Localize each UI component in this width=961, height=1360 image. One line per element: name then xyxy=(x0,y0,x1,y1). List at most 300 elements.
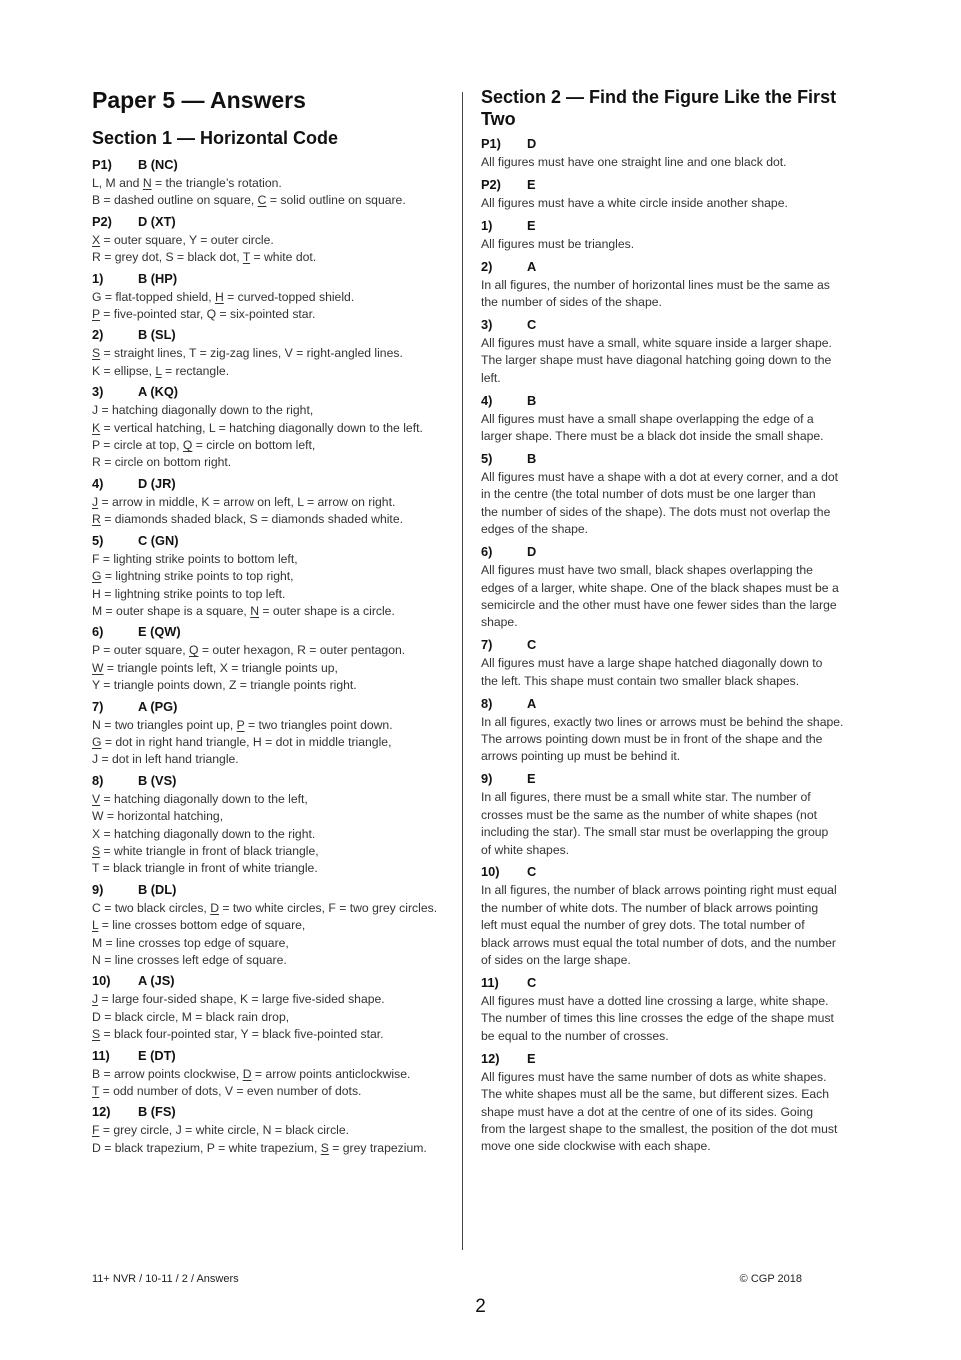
answer-item xyxy=(481,257,861,312)
explanation-text: L, M and xyxy=(92,176,143,190)
footer-code: 11+ NVR / 10-11 / 2 / Answers xyxy=(92,1273,239,1285)
explanation-line xyxy=(92,860,454,877)
explanation-text: crosses must be the same as the number of white shapes (not xyxy=(481,807,818,822)
explanation-text: P = outer square, xyxy=(92,643,189,658)
answer-item xyxy=(92,696,454,769)
answer-header xyxy=(92,473,454,494)
explanation-line xyxy=(92,192,454,209)
answer-item xyxy=(92,879,454,970)
question-number: 5) xyxy=(481,451,493,467)
explanation-line xyxy=(481,882,861,899)
explanation-text: All figures must have two small, black shapes overlapping the xyxy=(481,563,813,578)
underlined-code-letter: D xyxy=(242,1066,252,1081)
answer-letter: C xyxy=(527,317,537,333)
underlined-code-letter: X xyxy=(92,232,101,247)
explanation-text: = circle on bottom left, xyxy=(192,438,316,453)
answer-header xyxy=(481,694,861,714)
explanation-text: left must equal the number of grey dots. The total number of xyxy=(481,918,805,933)
underlined-code-letter: S xyxy=(92,843,101,858)
explanation-text: shape. xyxy=(481,615,518,630)
question-number: 7) xyxy=(92,698,104,714)
explanation-text: P = circle at top, xyxy=(92,438,183,453)
underlined-code-letter: S xyxy=(320,1140,329,1155)
answer-letter: B xyxy=(527,392,537,408)
answer-header xyxy=(481,449,861,469)
underlined-code-letter: S xyxy=(92,346,101,361)
answer-item xyxy=(481,449,861,539)
answer-item xyxy=(92,211,454,267)
answer-item xyxy=(481,694,861,766)
explanation-line xyxy=(481,195,861,212)
underlined-code-letter: K xyxy=(92,420,101,435)
explanation-line xyxy=(481,411,861,428)
explanation-line xyxy=(92,494,454,511)
underlined-code-letter: W xyxy=(92,660,104,675)
question-number: 1) xyxy=(92,270,104,286)
explanation-text: D = black circle, M = black rain drop, xyxy=(92,1009,290,1024)
explanation-line xyxy=(92,734,454,751)
explanation-line xyxy=(92,402,454,419)
explanation-text: K = ellipse, xyxy=(92,363,156,378)
answer-letter: B (NC) xyxy=(138,157,178,172)
underlined-code-letter: S xyxy=(92,1027,101,1042)
explanation-line xyxy=(481,952,861,969)
section-2-answers xyxy=(481,134,861,1156)
explanation-line xyxy=(481,917,861,934)
answer-header xyxy=(92,970,454,991)
explanation-text: All figures must be triangles. xyxy=(481,236,635,251)
explanation-text: B = arrow points clockwise, xyxy=(92,1066,243,1081)
explanation-line xyxy=(481,486,861,503)
explanation-text: B = dashed outline on square, xyxy=(92,193,258,208)
explanation-line xyxy=(92,826,454,843)
explanation-text: M = line crosses top edge of square, xyxy=(92,935,289,950)
explanation-text: = straight lines, T = zig-zag lines, V = right-angled lines. xyxy=(100,346,403,361)
explanation-line xyxy=(481,352,861,369)
answer-header xyxy=(92,211,454,232)
explanation-text: F = lighting strike points to bottom left, xyxy=(92,551,298,566)
underlined-code-letter: R xyxy=(92,512,101,527)
answer-header xyxy=(92,621,454,642)
answer-header xyxy=(92,324,454,345)
underlined-code-letter: T xyxy=(242,250,251,265)
explanation-line xyxy=(92,1026,454,1043)
explanation-text: All figures must have a small, white square inside a larger shape. xyxy=(481,336,832,351)
underlined-code-letter: J xyxy=(92,494,99,509)
explanation-line xyxy=(481,714,861,731)
explanation-line xyxy=(92,175,454,192)
explanation-text: be equal to the number of crosses. xyxy=(481,1028,669,1043)
explanation-text: edges of the shape. xyxy=(481,522,589,537)
answer-letter: A (JS) xyxy=(138,973,175,989)
underlined-code-letter: T xyxy=(92,1084,100,1099)
explanation-line xyxy=(92,454,454,471)
underlined-code-letter: J xyxy=(92,992,99,1007)
question-number: 3) xyxy=(92,384,104,400)
explanation-line xyxy=(92,808,454,825)
answer-letter: B (VS) xyxy=(138,772,177,788)
explanation-line xyxy=(481,580,861,597)
explanation-text: = line crosses bottom edge of square, xyxy=(98,918,306,933)
explanation-line xyxy=(92,551,454,568)
explanation-text: = five-pointed star, Q = six-pointed star. xyxy=(99,307,316,322)
explanation-text: M = outer shape is a square, xyxy=(92,603,251,618)
explanation-text: in the centre (the total number of dots must be one larger than xyxy=(481,487,816,502)
explanation-line xyxy=(481,597,861,614)
answer-letter: B xyxy=(527,451,537,467)
question-number: 2) xyxy=(92,327,104,343)
answer-item xyxy=(92,324,454,380)
footer-copyright: © CGP 2018 xyxy=(739,1273,802,1285)
explanation-text: N = line crosses left edge of square. xyxy=(92,953,287,967)
question-number: 6) xyxy=(92,624,104,640)
explanation-line xyxy=(481,1028,861,1045)
answer-header xyxy=(481,391,861,411)
explanation-text: All figures must have a white circle inside another shape. xyxy=(481,195,788,210)
explanation-text: of sides on the large shape. xyxy=(481,953,631,968)
underlined-code-letter: V xyxy=(92,791,101,806)
explanation-text: = curved-topped shield. xyxy=(223,289,355,304)
question-number: 4) xyxy=(481,392,493,408)
answer-letter: E (QW) xyxy=(138,624,181,640)
question-number: 7) xyxy=(481,637,493,653)
underlined-code-letter: Q xyxy=(189,643,199,658)
underlined-code-letter: H xyxy=(214,289,224,304)
explanation-text: = two white circles, F = two grey circles. xyxy=(219,900,438,915)
explanation-text: the number of sides of the shape). The dots must not overlap the xyxy=(481,504,831,519)
explanation-line xyxy=(481,1086,861,1103)
explanation-line xyxy=(481,789,861,806)
question-number: 2) xyxy=(481,258,493,274)
explanation-text: R = circle on bottom right. xyxy=(92,455,232,470)
explanation-line xyxy=(92,751,454,768)
section-1-heading: Section 1 — Horizontal Code xyxy=(92,128,339,148)
answer-letter: E (DT) xyxy=(138,1047,176,1063)
explanation-text: = black four-pointed star, Y = black five-pointed star. xyxy=(100,1027,384,1042)
explanation-text: = lightning strike points to top right, xyxy=(101,569,294,584)
explanation-line xyxy=(481,1121,861,1138)
question-number: 3) xyxy=(481,317,493,333)
answer-header xyxy=(481,973,861,993)
explanation-text: All figures must have one straight line and one black dot. xyxy=(481,155,787,169)
question-number: P2) xyxy=(481,176,501,192)
explanation-text: N = two triangles point up, xyxy=(92,717,237,732)
explanation-text: = vertical hatching, L = hatching diagonally down to the left. xyxy=(100,420,423,435)
explanation-text: = two triangles point down. xyxy=(244,717,393,732)
explanation-line xyxy=(92,660,454,677)
explanation-line xyxy=(92,345,454,362)
explanation-text: C = two black circles, xyxy=(92,900,211,915)
question-number: 6) xyxy=(481,544,493,560)
explanation-line xyxy=(92,232,454,249)
answer-item xyxy=(92,770,454,878)
explanation-line xyxy=(92,1009,454,1026)
explanation-line xyxy=(481,277,861,294)
explanation-line xyxy=(481,236,861,253)
explanation-text: Y = triangle points down, Z = triangle points right. xyxy=(92,678,357,693)
explanation-line xyxy=(481,655,861,672)
explanation-line xyxy=(92,642,454,659)
explanation-line xyxy=(92,935,454,952)
question-number: 8) xyxy=(92,772,104,788)
explanation-line xyxy=(92,568,454,585)
explanation-text: = dot in right hand triangle, H = dot in middle triangle, xyxy=(101,734,392,749)
explanation-text: the number of sides of the shape. xyxy=(481,295,662,310)
answer-letter: B (FS) xyxy=(138,1104,176,1120)
question-number: 1) xyxy=(481,217,493,233)
explanation-text: = outer hexagon, R = outer pentagon. xyxy=(198,643,406,658)
explanation-line xyxy=(481,562,861,579)
section-2-heading xyxy=(481,86,861,130)
answer-letter: C (GN) xyxy=(138,532,179,548)
answer-header xyxy=(92,879,454,900)
answer-item xyxy=(481,862,861,969)
explanation-line xyxy=(92,1066,454,1083)
page-title: Paper 5 — Answers xyxy=(92,87,306,113)
answer-header xyxy=(481,769,861,789)
explanation-text: H = lightning strike points to top left. xyxy=(92,586,286,601)
explanation-line xyxy=(481,1138,861,1155)
explanation-line xyxy=(92,289,454,306)
explanation-text: left. xyxy=(481,370,501,385)
question-number: 12) xyxy=(92,1104,111,1120)
answer-item xyxy=(92,530,454,621)
explanation-line xyxy=(92,900,454,917)
explanation-text: = grey circle, J = white circle, N = black circle. xyxy=(99,1123,350,1138)
column-divider xyxy=(462,92,463,1250)
explanation-line xyxy=(481,335,861,352)
explanation-text: arrows pointing up must be behind it. xyxy=(481,749,681,764)
question-number: 9) xyxy=(481,771,493,787)
answer-header xyxy=(481,315,861,335)
explanation-line xyxy=(92,511,454,528)
explanation-text: = rectangle. xyxy=(161,363,230,378)
answer-item xyxy=(92,381,454,472)
left-column xyxy=(92,86,454,1158)
underlined-code-letter: F xyxy=(92,1123,100,1138)
explanation-line xyxy=(481,748,861,765)
explanation-line xyxy=(481,935,861,952)
explanation-text: The white shapes must all be the same, but different sizes. Each xyxy=(481,1087,829,1102)
explanation-line xyxy=(481,1069,861,1086)
answer-item xyxy=(481,973,861,1045)
answer-header xyxy=(92,1101,454,1122)
explanation-text: In all figures, the number of black arrows pointing right must equal xyxy=(481,883,837,898)
answer-item xyxy=(92,1101,454,1157)
explanation-line xyxy=(92,363,454,380)
explanation-text: of white shapes. xyxy=(481,842,570,857)
explanation-line xyxy=(481,807,861,824)
answer-letter: D xyxy=(527,136,537,151)
underlined-code-letter: P xyxy=(236,717,245,732)
answer-letter: A (PG) xyxy=(138,698,178,714)
underlined-code-letter: P xyxy=(92,307,100,322)
explanation-text: edges of a larger, white shape. One of the black shapes must be a xyxy=(481,580,839,595)
answer-item xyxy=(481,1049,861,1156)
explanation-text: = arrow in middle, K = arrow on left, L = arrow on right. xyxy=(98,494,396,509)
explanation-line xyxy=(92,677,454,694)
explanation-text: All figures must have a shape with a dot at every corner, and a dot xyxy=(481,470,839,485)
question-number: 9) xyxy=(92,881,104,897)
explanation-line xyxy=(92,991,454,1008)
answer-item xyxy=(92,473,454,529)
explanation-text: D = black trapezium, P = white trapezium, xyxy=(92,1140,321,1155)
explanation-line xyxy=(481,731,861,748)
explanation-line xyxy=(92,586,454,603)
explanation-line xyxy=(92,717,454,734)
answer-letter: E xyxy=(527,771,536,787)
answer-header xyxy=(92,530,454,551)
explanation-line xyxy=(481,1104,861,1121)
answer-letter: C xyxy=(527,637,537,653)
answer-letter: C xyxy=(527,975,537,990)
underlined-code-letter: L xyxy=(92,918,99,933)
explanation-text: = large four-sided shape, K = large five-sided shape. xyxy=(98,992,385,1007)
answer-header xyxy=(481,216,861,236)
answer-item xyxy=(481,635,861,690)
answer-letter: E xyxy=(527,217,536,233)
explanation-line xyxy=(481,824,861,841)
answer-letter: B (HP) xyxy=(138,270,178,286)
explanation-text: In all figures, there must be a small white star. The number of xyxy=(481,790,811,805)
question-number: 5) xyxy=(92,532,104,548)
answer-header xyxy=(92,696,454,717)
explanation-line xyxy=(92,1122,454,1139)
section-2-heading-line-2: First Two xyxy=(481,87,837,129)
explanation-line xyxy=(481,154,861,171)
answer-letter: A (KQ) xyxy=(138,384,179,400)
explanation-text: All figures must have a large shape hatched diagonally down to xyxy=(481,656,823,671)
underlined-code-letter: N xyxy=(250,603,260,618)
explanation-line xyxy=(481,900,861,917)
right-column xyxy=(481,86,861,1159)
answer-header xyxy=(481,862,861,882)
question-number: 4) xyxy=(92,475,104,491)
question-number: 12) xyxy=(481,1050,500,1066)
explanation-line xyxy=(92,603,454,620)
explanation-text: = arrow points anticlockwise. xyxy=(251,1066,411,1081)
explanation-line xyxy=(92,1140,454,1157)
answer-item xyxy=(481,175,861,212)
answer-item xyxy=(92,154,454,210)
answer-item xyxy=(481,216,861,253)
explanation-text: = outer shape is a circle. xyxy=(259,603,395,618)
answer-header xyxy=(92,1045,454,1066)
answer-header xyxy=(481,175,861,195)
underlined-code-letter: Q xyxy=(182,438,193,453)
answer-header xyxy=(92,770,454,791)
explanation-text: = the triangle’s rotation. xyxy=(151,176,282,190)
section-1-answers xyxy=(92,154,454,1157)
explanation-text: = outer square, Y = outer circle. xyxy=(100,232,274,247)
explanation-line xyxy=(92,791,454,808)
explanation-text: R = grey dot, S = black dot, xyxy=(92,250,243,265)
explanation-line xyxy=(481,614,861,631)
explanation-text: All figures must have a dotted line crossing a large, white shape. xyxy=(481,994,829,1008)
section-2-heading-line-1: Section 2 — Find the Figure Like the xyxy=(481,87,793,107)
explanation-line xyxy=(481,469,861,486)
explanation-line xyxy=(481,521,861,538)
question-number: P1) xyxy=(481,136,501,151)
explanation-line xyxy=(481,673,861,690)
explanation-line xyxy=(481,842,861,859)
explanation-text: the number of white dots. The number of black arrows pointing xyxy=(481,900,819,915)
underlined-code-letter: C xyxy=(257,193,267,208)
answer-item xyxy=(92,621,454,694)
explanation-text: G = flat-topped shield, xyxy=(92,289,215,304)
explanation-text: the left. This shape must contain two smaller black shapes. xyxy=(481,673,800,688)
explanation-text: The number of times this line crosses the edge of the shape must xyxy=(481,1011,834,1026)
explanation-text: = white dot. xyxy=(250,250,317,265)
explanation-text: larger shape. There must be a black dot inside the small shape. xyxy=(481,429,824,444)
underlined-code-letter: L xyxy=(155,363,162,378)
underlined-code-letter: D xyxy=(210,900,219,915)
explanation-line xyxy=(92,843,454,860)
answer-letter: C xyxy=(527,864,537,880)
explanation-text: All figures must have the same number of dots as white shapes. xyxy=(481,1069,827,1084)
question-number: 11) xyxy=(481,975,499,990)
explanation-line xyxy=(92,420,454,437)
question-number: P2) xyxy=(92,213,112,229)
answer-header xyxy=(92,268,454,289)
answer-letter: B (DL) xyxy=(138,881,177,897)
answer-letter: D xyxy=(527,544,537,560)
answer-header xyxy=(481,635,861,655)
explanation-text: In all figures, exactly two lines or arrows must be behind the shape. xyxy=(481,714,844,729)
explanation-text: = grey trapezium. xyxy=(328,1140,427,1155)
answer-header xyxy=(481,542,861,562)
explanation-text: The arrows pointing down must be in front of the shape and the xyxy=(481,732,823,747)
answer-header xyxy=(92,154,454,175)
explanation-text: including the star). The small star must be overlapping the group xyxy=(481,825,829,840)
explanation-text: black arrows must equal the total number of dots, and the number xyxy=(481,935,836,950)
answer-letter: A xyxy=(527,695,537,711)
answer-item xyxy=(481,134,861,171)
explanation-text: In all figures, the number of horizontal lines must be the same as xyxy=(481,277,830,292)
explanation-line xyxy=(481,993,861,1010)
answer-header xyxy=(481,1049,861,1069)
explanation-line xyxy=(481,504,861,521)
explanation-text: move one side clockwise with each shape. xyxy=(481,1139,711,1154)
explanation-text: The larger shape must have diagonal hatching going down to the xyxy=(481,353,832,368)
explanation-line xyxy=(92,1083,454,1100)
answer-letter: E xyxy=(527,1050,536,1066)
answer-letter: A xyxy=(527,258,537,274)
explanation-text: = diamonds shaded black, S = diamonds shaded white. xyxy=(100,512,403,527)
answer-item xyxy=(481,315,861,387)
explanation-line xyxy=(92,249,454,266)
answer-letter: D (XT) xyxy=(138,213,176,229)
explanation-text: = triangle points left, X = triangle points up, xyxy=(103,660,338,675)
explanation-text: = odd number of dots, V = even number of dots. xyxy=(99,1084,362,1099)
explanation-line xyxy=(481,370,861,387)
explanation-line xyxy=(481,294,861,311)
explanation-text: = hatching diagonally down to the left, xyxy=(100,791,308,806)
question-number: 10) xyxy=(481,864,500,880)
question-number: P1) xyxy=(92,157,112,172)
explanation-text: shape must have a dot at the centre of one of its sides. Going xyxy=(481,1104,813,1119)
answer-item xyxy=(481,769,861,859)
explanation-text: X = hatching diagonally down to the right. xyxy=(92,826,316,841)
explanation-line xyxy=(92,306,454,323)
explanation-text: T = black triangle in front of white triangle. xyxy=(92,861,318,876)
explanation-text: J = hatching diagonally down to the right, xyxy=(92,403,314,418)
explanation-text: = white triangle in front of black triangle, xyxy=(100,843,319,858)
explanation-text: All figures must have a small shape overlapping the edge of a xyxy=(481,411,814,426)
answer-letter: E xyxy=(527,176,536,192)
answer-item xyxy=(92,970,454,1043)
explanation-line xyxy=(92,917,454,934)
